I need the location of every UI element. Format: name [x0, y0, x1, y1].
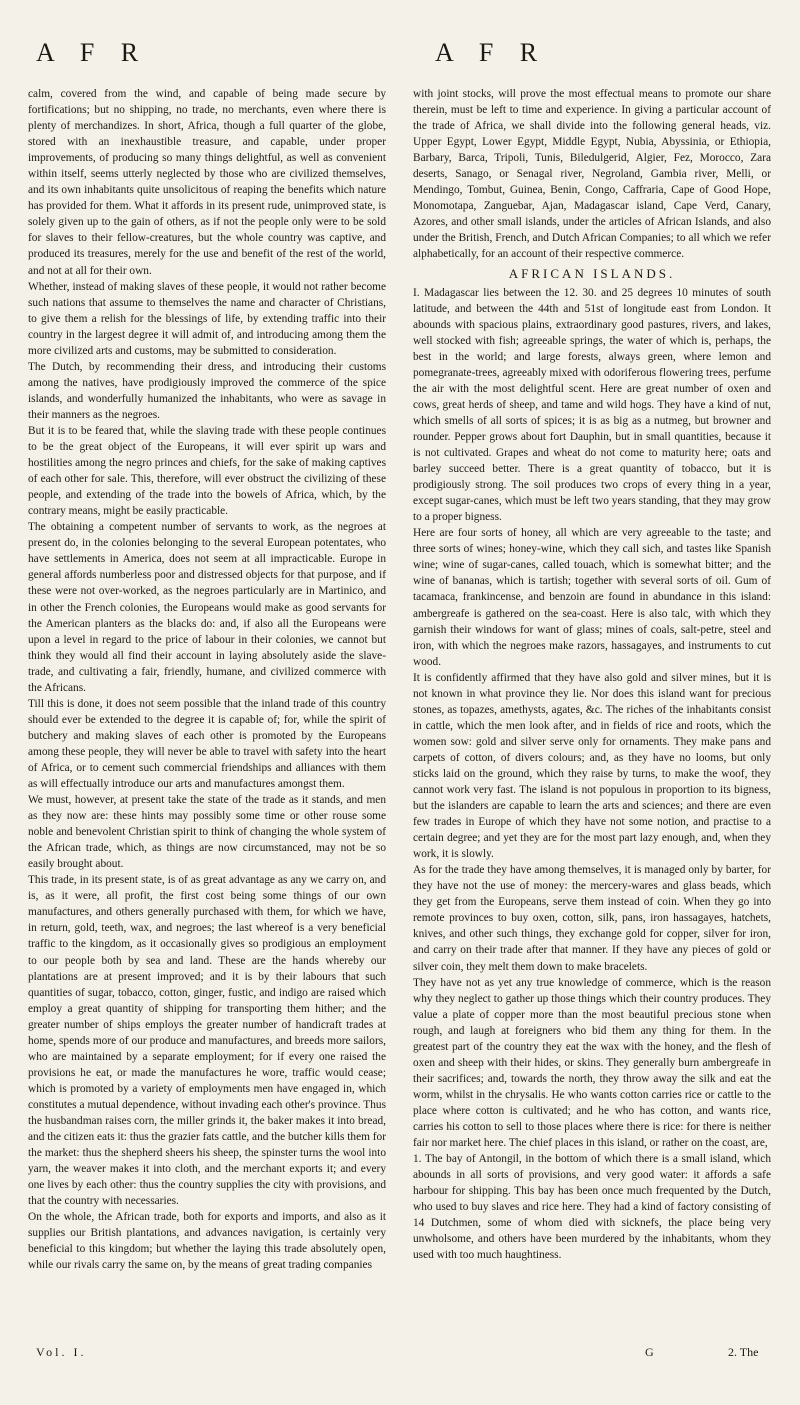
- paragraph-intro: with joint stocks, will prove the most effectual means to promote our share therein, must be left to time and experience. In giving a particular account of the trade of Africa, we shall divide into the following general heads, viz. Upper Egypt, Lower Egypt, Middle Egypt, Nubia, Abyssinia, or Ethiopia, Barbary, Barca, Tripoli, Tunis, Biledulgerid, Algier, Fez, Morocco, Zara deserts, Sanago, or Senagal river, Negroland, Gambia river, Melli, or Mendingo, Tombut, Guinea, Benin, Congo, Caffraria, Cape of Good Hope, Monomotapa, Zanguebar, Ajan, Madagascar island, Cape Verd, Canary, Azores, and other small islands, under the articles of African Islands, and also under the British, French, and Dutch African Companies; to all which we refer alphabetically, for an account of their respective commerce.: [413, 88, 771, 261]
- running-head: [0, 38, 800, 78]
- running-head-left: A F R: [36, 38, 149, 67]
- paragraph: It is confidently affirmed that they have also gold and silver mines, but it is not known in what province they lie. Nor does this island want for precious stones, as topazes, amethysts, agates, &c. The riches of the inhabitants consist in cattle, which the men look after, and in fields of rice and roots, which the women sow: gold and silver serve only for ornaments. They make pans and carpets of cotton, of divers colours; and, as they have no looms, but only sticks laid on the ground, which they raise by turns, to make the woof, they cannot work very fast. The island is not populous in proportion to its bigness, but the islanders are capable to learn the arts and sciences; and there are even few trades in Europe of which they have not some notion, and practise to a certain degree; and yet they are for the most part lazy enough, and, when they work, it is slowly.: [413, 671, 771, 861]
- signature-mark: G: [645, 1345, 654, 1359]
- paragraph: On the whole, the African trade, both for exports and imports, and also as it supplies our British plantations, and advances navigation, is certainly very beneficial to this kingdom; but whether the laying this trade absolutely open, while our rivals carry the same on, by the means of great trading companies: [28, 1211, 386, 1272]
- paragraph: We must, however, at present take the state of the trade as it stands, and men as they now are: these hints may possibly some time or other rouse some noble and benevolent Christian spirit to think of changing the whole system of the African trade, which, as things are now circumstanced, may not be so easily brought about.: [28, 794, 386, 871]
- paragraph: They have not as yet any true knowledge of commerce, which is the reason why they neglect to gather up those things which their country produces. They value a plate of copper more than the most beautiful precious stone when rough, and laugh at foreigners who bid them any thing for them. In the greatest part of the country they eat the wax with the honey, and the flesh of oxen and sheep with their hides, or skins. They generally burn ambergreafe in their sacrifices; and, towards the north, they throw away the silk and eat the worm, whilst in the chrysalis. He who wants cotton carries rice or cattle to the place where cotton is cultivated; and he who has cotton, and wants rice, carries his cotton to sell to those places where there is rice: for there is neither fair nor market here. The chief places in this island, or rather on the coast, are,: [413, 976, 771, 1150]
- paragraph: The Dutch, by recommending their dress, and introducing their customs among the natives, have prodigiously improved the commerce of the spice islands, and wonderfully humanized the inhabitants, who were as savage in their manners as the negroes.: [28, 360, 386, 421]
- paragraph: 1. The bay of Antongil, in the bottom of which there is a small island, which abounds in all sorts of provisions, and very good water: it affords a safe harbour for shipping. This bay has been once much frequented by the Dutch, who used to buy slaves and rice here. They had a kind of factory consisting of 14 Dutchmen, some of whom died with sicknefs, the place being very unwholsome, and others have been murdered by the inhabitants, whom they used with too much haughtiness.: [413, 1153, 771, 1262]
- paragraph: But it is to be feared that, while the slaving trade with these people continues to be the great object of the Europeans, it will ever spirit up wars and hostilities among the negro princes and chiefs, for the sake of making captives of each other for sale. This, therefore, will ever obstruct the civilizing of these people, and extending of the trade into the bowels of Africa, which, by the contrary means, might be easily practicable.: [28, 424, 386, 518]
- section-heading: AFRICAN ISLANDS.: [508, 265, 676, 281]
- left-column: [28, 86, 386, 1273]
- paragraph: Whether, instead of making slaves of these people, it would not rather become such nations that assume to themselves the name and character of Christians, to give them a relish for the blessings of life, by extending traffic into their country in the largest degree it will admit of, and introducing among them the more civilized arts and customs, may be submitted to consideration.: [28, 280, 386, 357]
- paragraph: calm, covered from the wind, and capable of being made secure by fortifications; but no shipping, no trade, no merchants, even where there is plenty of merchandizes. In short, Africa, though a full quarter of the globe, stored with an inexhaustible treasure, and capable, under proper improvements, of producing so many things delightful, as well as convenient within itself, seems utterly neglected by those who are civilized themselves, and its own inhabitants quite unsolicitous of reaping the benefits which nature has provided for them. What it affords in its present rude, unimproved state, is solely given up to the gain of others, as if not the people only were to be sold for slaves to their fellow-creatures, but the whole country was captive, and produced its treasures, merely for the use and benefit of the rest of the world, and not at all for their own.: [28, 88, 386, 277]
- catchword: 2. The: [728, 1345, 759, 1359]
- paragraph: The obtaining a competent number of servants to work, as the negroes at present do, in the colonies belonging to the several European potentates, who have settlements in America, does not seem at all impracticable. Europe in general affords numberless poor and distressed objects for that purpose, and if these were not over-worked, as the negroes particularly are in Martinico, and in other the French colonies, the Europeans would make as good servants for the American planters as the blacks do: and, if also all the Europeans were upon a level in regard to the price of labour in their colonies, we cannot but think they would all find their account in laying absolutely aside the slave-trade, and cultivating a fair, friendly, humane, and civilized commerce with the Africans.: [28, 521, 386, 694]
- page-footer: [0, 1345, 800, 1385]
- paragraph: Here are four sorts of honey, all which are very agreeable to the taste; and three sorts of wines; honey-wine, which they call sich, and tastes like Spanish wine; wine of sugar-canes, called touach, which is somewhat bitter; and the wine of bananas, which is tartish; together with several sorts of oil. Gum of tacamaca, frankincense, and benzoin are found in abundance in this island: ambergreafe is gathered on the sea-coast. Here is also talc, with which they garnish their windows for want of glass; mines of coals, salt-petre, steel and iron, with which the negroes make razors, hassagayes, and instruments to cut wood.: [413, 527, 771, 668]
- running-head-right: A F R: [435, 38, 548, 67]
- paragraph: This trade, in its present state, is of as great advantage as any we carry on, and is, as it were, all profit, the first cost being some things of our own manufactures, and others generally purchased with them, for which we have, in return, gold, teeth, wax, and negroes; the last whereof is a very beneficial traffic to the kingdom, as it occasionally gives so prodigious an employment to our people both by sea and land. These are the hands whereby our plantations are at present improved; and it is by their labours that such quantities of sugar, tobacco, cotton, ginger, fustic, and indigo are raised which employ a great quantity of shipping for transporting them hither; and the greater number of ships employs the greater number of handicraft trades at home, spends more of our produce and manufactures, and breeds more sailors, who are maintained by a separate employment; for if every one raised the provisions he eat, or made the manufactures he wore, traffic would cease; which is promoted by a variety of employments men have engaged in, which constitutes a mutual dependence, without invading each other's province. Thus the husbandman raises corn, the miller grinds it, the baker makes it into bread, and the citizen eats it: thus the grazier fats cattle, and the butcher kills them for the market: thus the shepherd sheers his sheep, the spinster turns the wool into yarn, the weaver makes it into cloth, and the merchant exports it; and every one lives by each other: thus the country supplies the city with provisions, and that the country with necessaries.: [28, 874, 386, 1208]
- volume-mark: Vol. I.: [36, 1345, 87, 1359]
- right-column: [413, 86, 771, 1263]
- entry-madagascar: I. Madagascar lies between the 12. 30. and 25 degrees 10 minutes of south latitude, and between the 44th and 51st of longitude east from London. It abounds with spacious plains, extraordinary good pastures, rivers, and lakes, well stocked with fish; agreeable springs, the water of which is, perhaps, the best in the world; and large forests, always green, where lemon and pomegranate-trees, agreeably mixed with odoriferous flowering trees, perfume the air with the most delightful scent. Here are great number of oxen and cows, great herds of sheep, and tame and wild hogs. They have a kind of nut, which smells of all sorts of spices; it is as big as a nutmeg, but browner and rounder. Pepper grows about fort Dauphin, but in small quantities, because it is not cultivated. Grapes and wheat do not come to maturity here; oats and barley succeed better. There is a great quantity of tobacco, but it is prodigiously strong. The soil produces two crops of every thing in a year, except sugar-canes, which must be left two years standing, that they may grow to a proper bigness.: [413, 286, 771, 524]
- paragraph: As for the trade they have among themselves, it is managed only by barter, for they have not the use of money: the mercery-wares and glass beads, which they get from the Europeans, serve them instead of coin. When they go into remote provinces to buy oxen, cotton, silk, pans, iron hassagayes, hatchets, knives, and other such things, they exchange gold for copper, silver for iron, and carry on their trade after that manner. If they have any pieces of gold or silver coin, they melt them down to make bracelets.: [413, 864, 771, 973]
- paragraph: Till this is done, it does not seem possible that the inland trade of this country should ever be extended to the degree it is capable of; for, while the spirit of butchery and making slaves of each other is promoted by the Europeans among these people, they will never be able to travel with safety into the heart of Africa, or to cement such commercial friendships and alliances with them as will effectually introduce our arts and manufactures amongst them.: [28, 697, 386, 791]
